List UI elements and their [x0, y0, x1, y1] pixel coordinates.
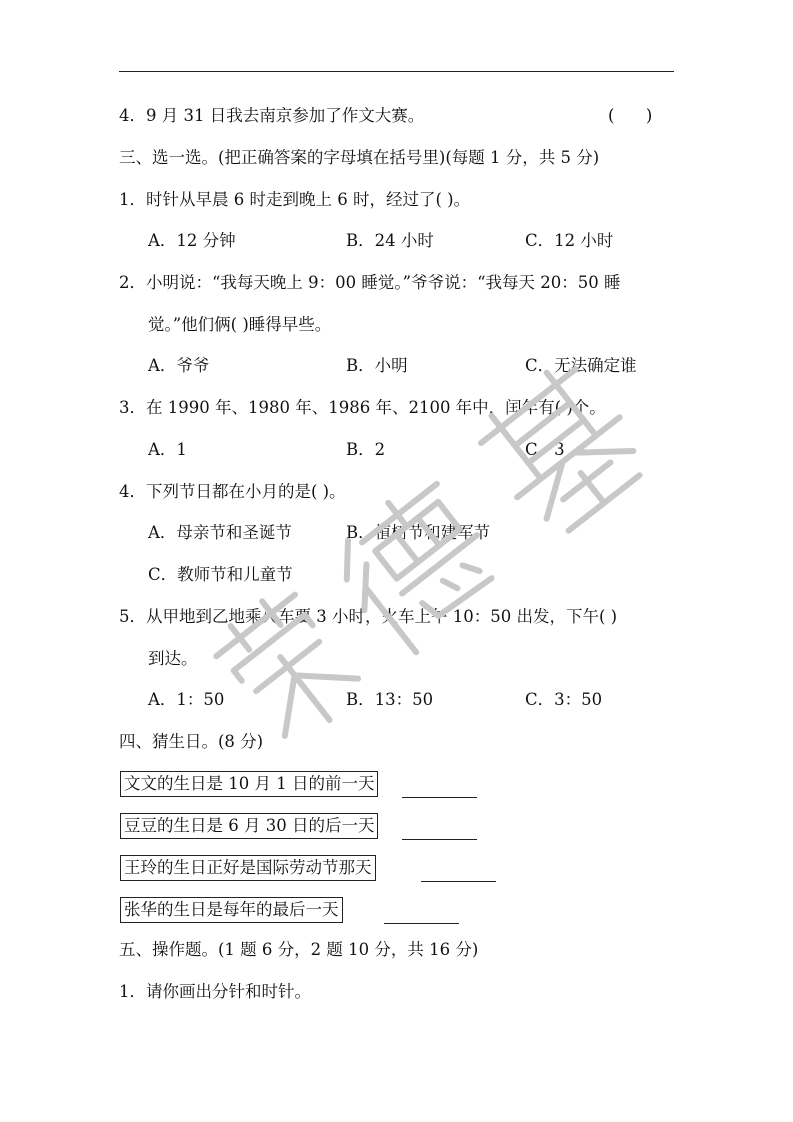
s3-q2-option-b[interactable]: B．小明 — [346, 356, 408, 375]
answer-blank-doudou[interactable] — [402, 839, 477, 840]
answer-blank-wenwen[interactable] — [402, 797, 477, 798]
s3-q2-option-a[interactable]: A．爷爷 — [148, 356, 210, 375]
s3-q4-text: 4．下列节日都在小月的是( )。 — [119, 482, 346, 501]
birthday-clue-wangling: 王玲的生日正好是国际劳动节那天 — [120, 855, 376, 881]
section5-heading: 五、操作题。(1 题 6 分，2 题 10 分，共 16 分) — [119, 940, 479, 959]
s3-q1-option-c[interactable]: C．12 小时 — [525, 231, 614, 250]
birthday-clue-doudou: 豆豆的生日是 6 月 30 日的后一天 — [120, 813, 378, 839]
watermark-char-2 — [321, 472, 510, 661]
birthday-clue-zhanghua: 张华的生日是每年的最后一天 — [120, 897, 343, 923]
s3-q4-option-a[interactable]: A．母亲节和圣诞节 — [148, 523, 292, 542]
s3-q5-option-b[interactable]: B．13：50 — [346, 690, 434, 709]
s3-q3-option-b[interactable]: B．2 — [346, 440, 386, 459]
s3-q3-option-c[interactable]: C．3 — [525, 440, 565, 459]
s3-q2-option-c[interactable]: C．无法确定谁 — [525, 356, 637, 375]
s3-q5-text: 5．从甲地到乙地乘火车要 3 小时，火车上午 10：50 出发，下午( ) — [119, 607, 618, 626]
birthday-clue-wenwen: 文文的生日是 10 月 1 日的前一天 — [120, 771, 378, 797]
s3-q5-cont: 到达。 — [148, 649, 198, 668]
section4-heading: 四、猜生日。(8 分) — [119, 732, 264, 751]
section3-heading: 三、选一选。(把正确答案的字母填在括号里)(每题 1 分，共 5 分) — [119, 148, 600, 167]
s3-q3-text: 3．在 1990 年、1980 年、1986 年、2100 年中，闰年有( )个。 — [119, 398, 606, 417]
s3-q4-option-b[interactable]: B．植树节和建军节 — [346, 523, 491, 542]
s3-q1-option-a[interactable]: A．12 分钟 — [148, 231, 236, 250]
s3-q2-text: 2．小明说：“我每天晚上 9：00 睡觉。”爷爷说：“我每天 20：50 睡 — [119, 273, 621, 292]
s3-q1-option-b[interactable]: B．24 小时 — [346, 231, 434, 250]
s5-q1-text: 1．请你画出分针和时针。 — [119, 982, 311, 1001]
header-rule — [119, 71, 674, 72]
s3-q5-option-c[interactable]: C．3：50 — [525, 690, 603, 709]
answer-blank-wangling[interactable] — [421, 881, 496, 882]
s3-q1-text: 1．时针从早晨 6 时走到晚上 6 时，经过了( )。 — [119, 190, 471, 209]
s3-q5-option-a[interactable]: A．1：50 — [148, 690, 225, 709]
s3-q3-option-a[interactable]: A．1 — [148, 440, 187, 459]
judge-question-4: 4．9 月 31 日我去南京参加了作文大赛。 — [119, 106, 425, 125]
answer-blank-zhanghua[interactable] — [384, 923, 459, 924]
s3-q4-option-c[interactable]: C．教师节和儿童节 — [148, 565, 293, 584]
answer-paren[interactable]: ( ) — [608, 106, 653, 125]
s3-q2-cont: 觉。”他们俩( )睡得早些。 — [148, 315, 332, 334]
